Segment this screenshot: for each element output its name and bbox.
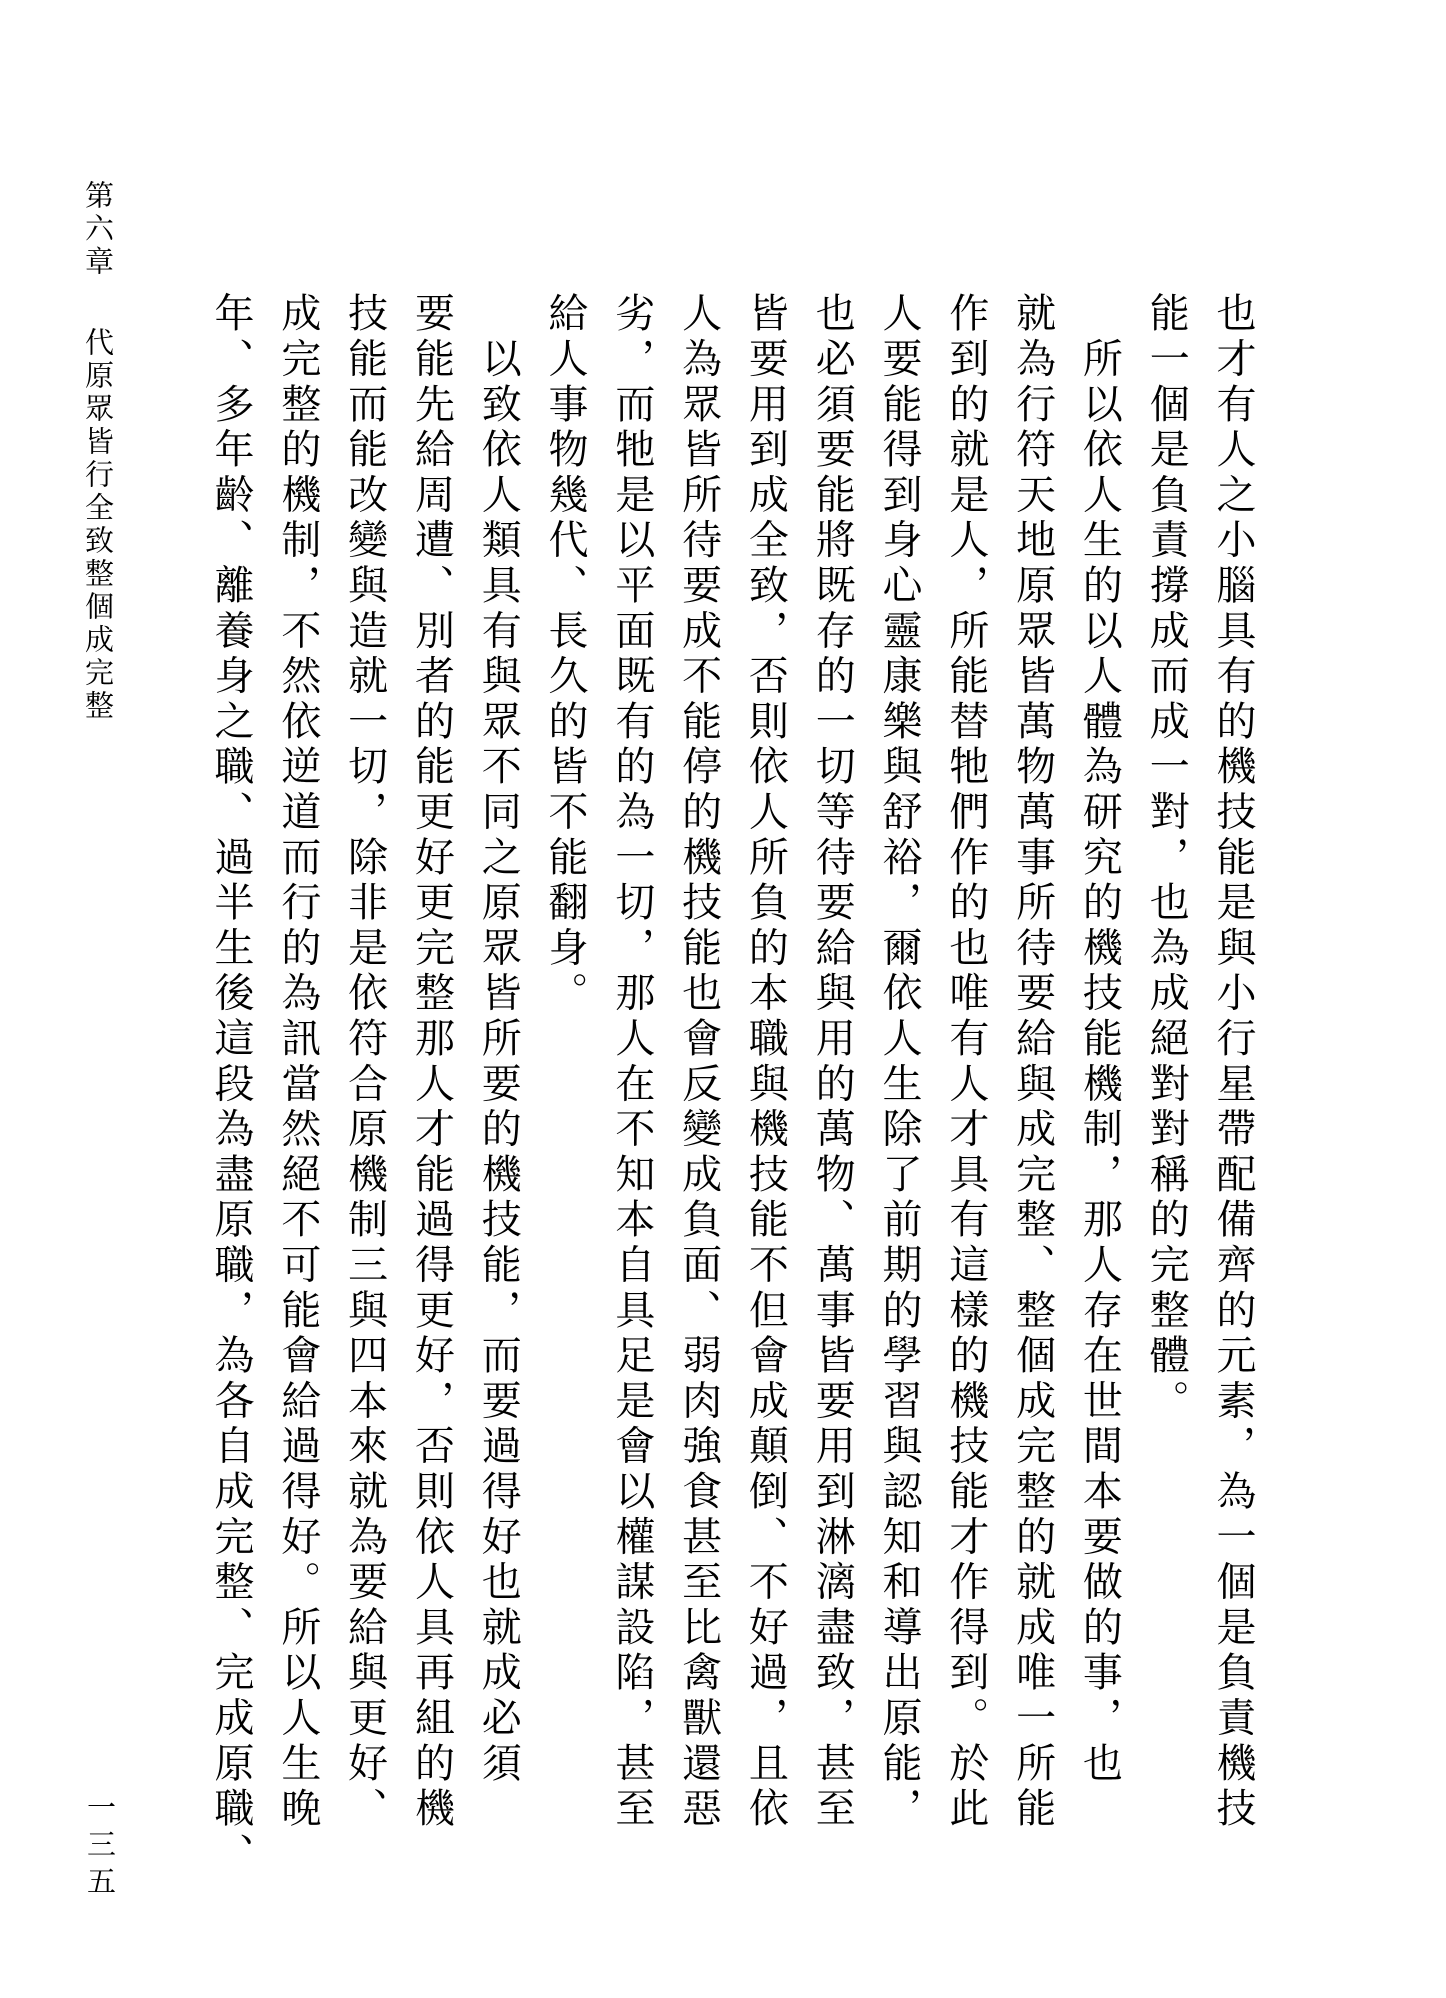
- page-number: 一三五: [83, 1792, 117, 1903]
- text-line: 所以依人生的以人體為研究的機技能機制，那人存在世間本要做的事，也: [1076, 292, 1123, 1787]
- text-line: 給人事物幾代、長久的皆不能翻身。: [542, 292, 589, 1017]
- text-line: 以致依人類具有與眾不同之原眾皆所要的機技能，而要過得好也就成必須: [475, 292, 522, 1787]
- text-line: 年、多年齡、離養身之職、過半生後這段為盡原職，為各自成完整、完成原職、: [208, 292, 255, 1878]
- text-line: 也必須要能將既存的一切等待要給與用的萬物、萬事皆要用到淋漓盡致，甚至: [809, 292, 856, 1833]
- chapter-label: 第六章: [81, 180, 115, 279]
- text-line: 人為眾皆所待要成不能停的機技能也會反變成負面、弱肉強食甚至比禽獸還惡: [675, 292, 722, 1833]
- text-line: 作到的就是人，所能替牠們作的也唯有人才具有這樣的機技能才作得到。於此: [942, 292, 989, 1833]
- text-line: 也才有人之小腦具有的機技能是與小行星帶配備齊的元素，為一個是負責機技: [1210, 292, 1256, 1833]
- text-line: 能一個是負責撐成而成一對，也為成絕對對稱的完整體。: [1143, 292, 1190, 1425]
- running-header: [78, 180, 118, 723]
- text-line: 皆要用到成全致，否則依人所負的本職與機技能不但會成顛倒、不好過，且依: [742, 292, 789, 1833]
- text-line: 就為行符天地原眾皆萬物萬事所待要給與成完整、整個成完整的就成唯一所能: [1009, 292, 1056, 1833]
- text-line: 劣，而牠是以平面既有的為一切，那人在不知本自具足是會以權謀設陷，甚至: [608, 292, 655, 1833]
- chapter-title: 代原眾皆行全致整個成完整: [81, 327, 115, 723]
- text-line: 要能先給周遭、別者的能更好更完整那人才能過得更好，否則依人具再組的機: [408, 292, 455, 1833]
- text-line: 人要能得到身心靈康樂與舒裕，爾依人生除了前期的學習與認知和導出原能，: [876, 292, 923, 1833]
- text-line: 成完整的機制，不然依逆道而行的為訊當然絕不可能會給過得好。所以人生晚: [274, 292, 321, 1833]
- body-text: [196, 292, 1266, 1882]
- text-line: 技能而能改變與造就一切，除非是依符合原機制三與四本來就為要給與更好、: [341, 292, 388, 1833]
